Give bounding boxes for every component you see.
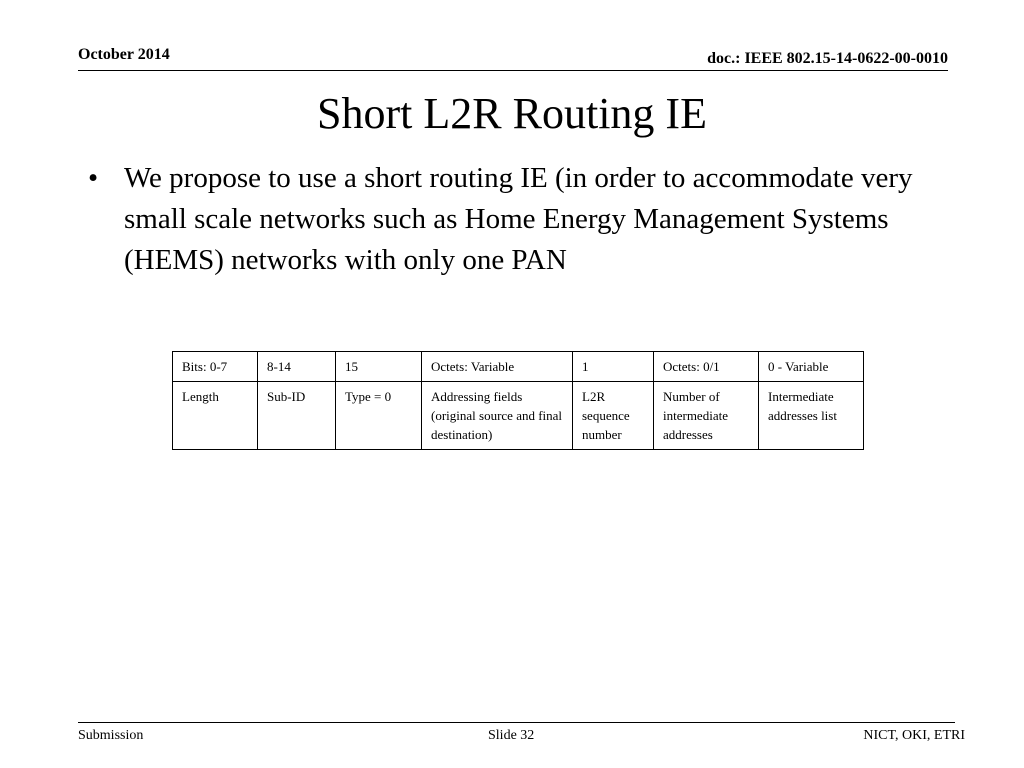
ie-format-table xyxy=(172,351,864,450)
table-cell: Length xyxy=(173,382,258,450)
footer-slide-number: Slide 32 xyxy=(488,728,535,743)
header-date: October 2014 xyxy=(78,46,170,63)
table-cell: L2R sequence number xyxy=(573,382,654,450)
table-row-fields xyxy=(173,382,864,450)
bullet-item xyxy=(88,158,948,281)
table-cell: Intermediate addresses list xyxy=(759,382,864,450)
table-cell: Addressing fields (original source and final destination) xyxy=(422,382,573,450)
footer-divider xyxy=(78,722,955,723)
table-cell: Type = 0 xyxy=(336,382,422,450)
slide-title: Short L2R Routing IE xyxy=(317,89,707,138)
footer-submission: Submission xyxy=(78,728,144,743)
table-row-bits xyxy=(173,352,864,382)
table-cell: Bits: 0-7 xyxy=(173,352,258,382)
header-doc-id: doc.: IEEE 802.15-14-0622-00-0010 xyxy=(707,50,948,67)
table-cell: Number of intermediate addresses xyxy=(654,382,759,450)
table-cell: 8-14 xyxy=(258,352,336,382)
table-cell: Octets: 0/1 xyxy=(654,352,759,382)
table-cell: Sub-ID xyxy=(258,382,336,450)
footer-authors: NICT, OKI, ETRI xyxy=(863,728,965,743)
table-cell: Octets: Variable xyxy=(422,352,573,382)
table-cell: 1 xyxy=(573,352,654,382)
bullet-icon: • xyxy=(88,162,99,194)
bullet-text: We propose to use a short routing IE (in order to accommodate very small scale networks such as Home Energy Management Systems (HEMS) networks with only one PAN xyxy=(124,162,913,276)
table-cell: 15 xyxy=(336,352,422,382)
table-cell: 0 - Variable xyxy=(759,352,864,382)
header-divider xyxy=(78,70,948,71)
